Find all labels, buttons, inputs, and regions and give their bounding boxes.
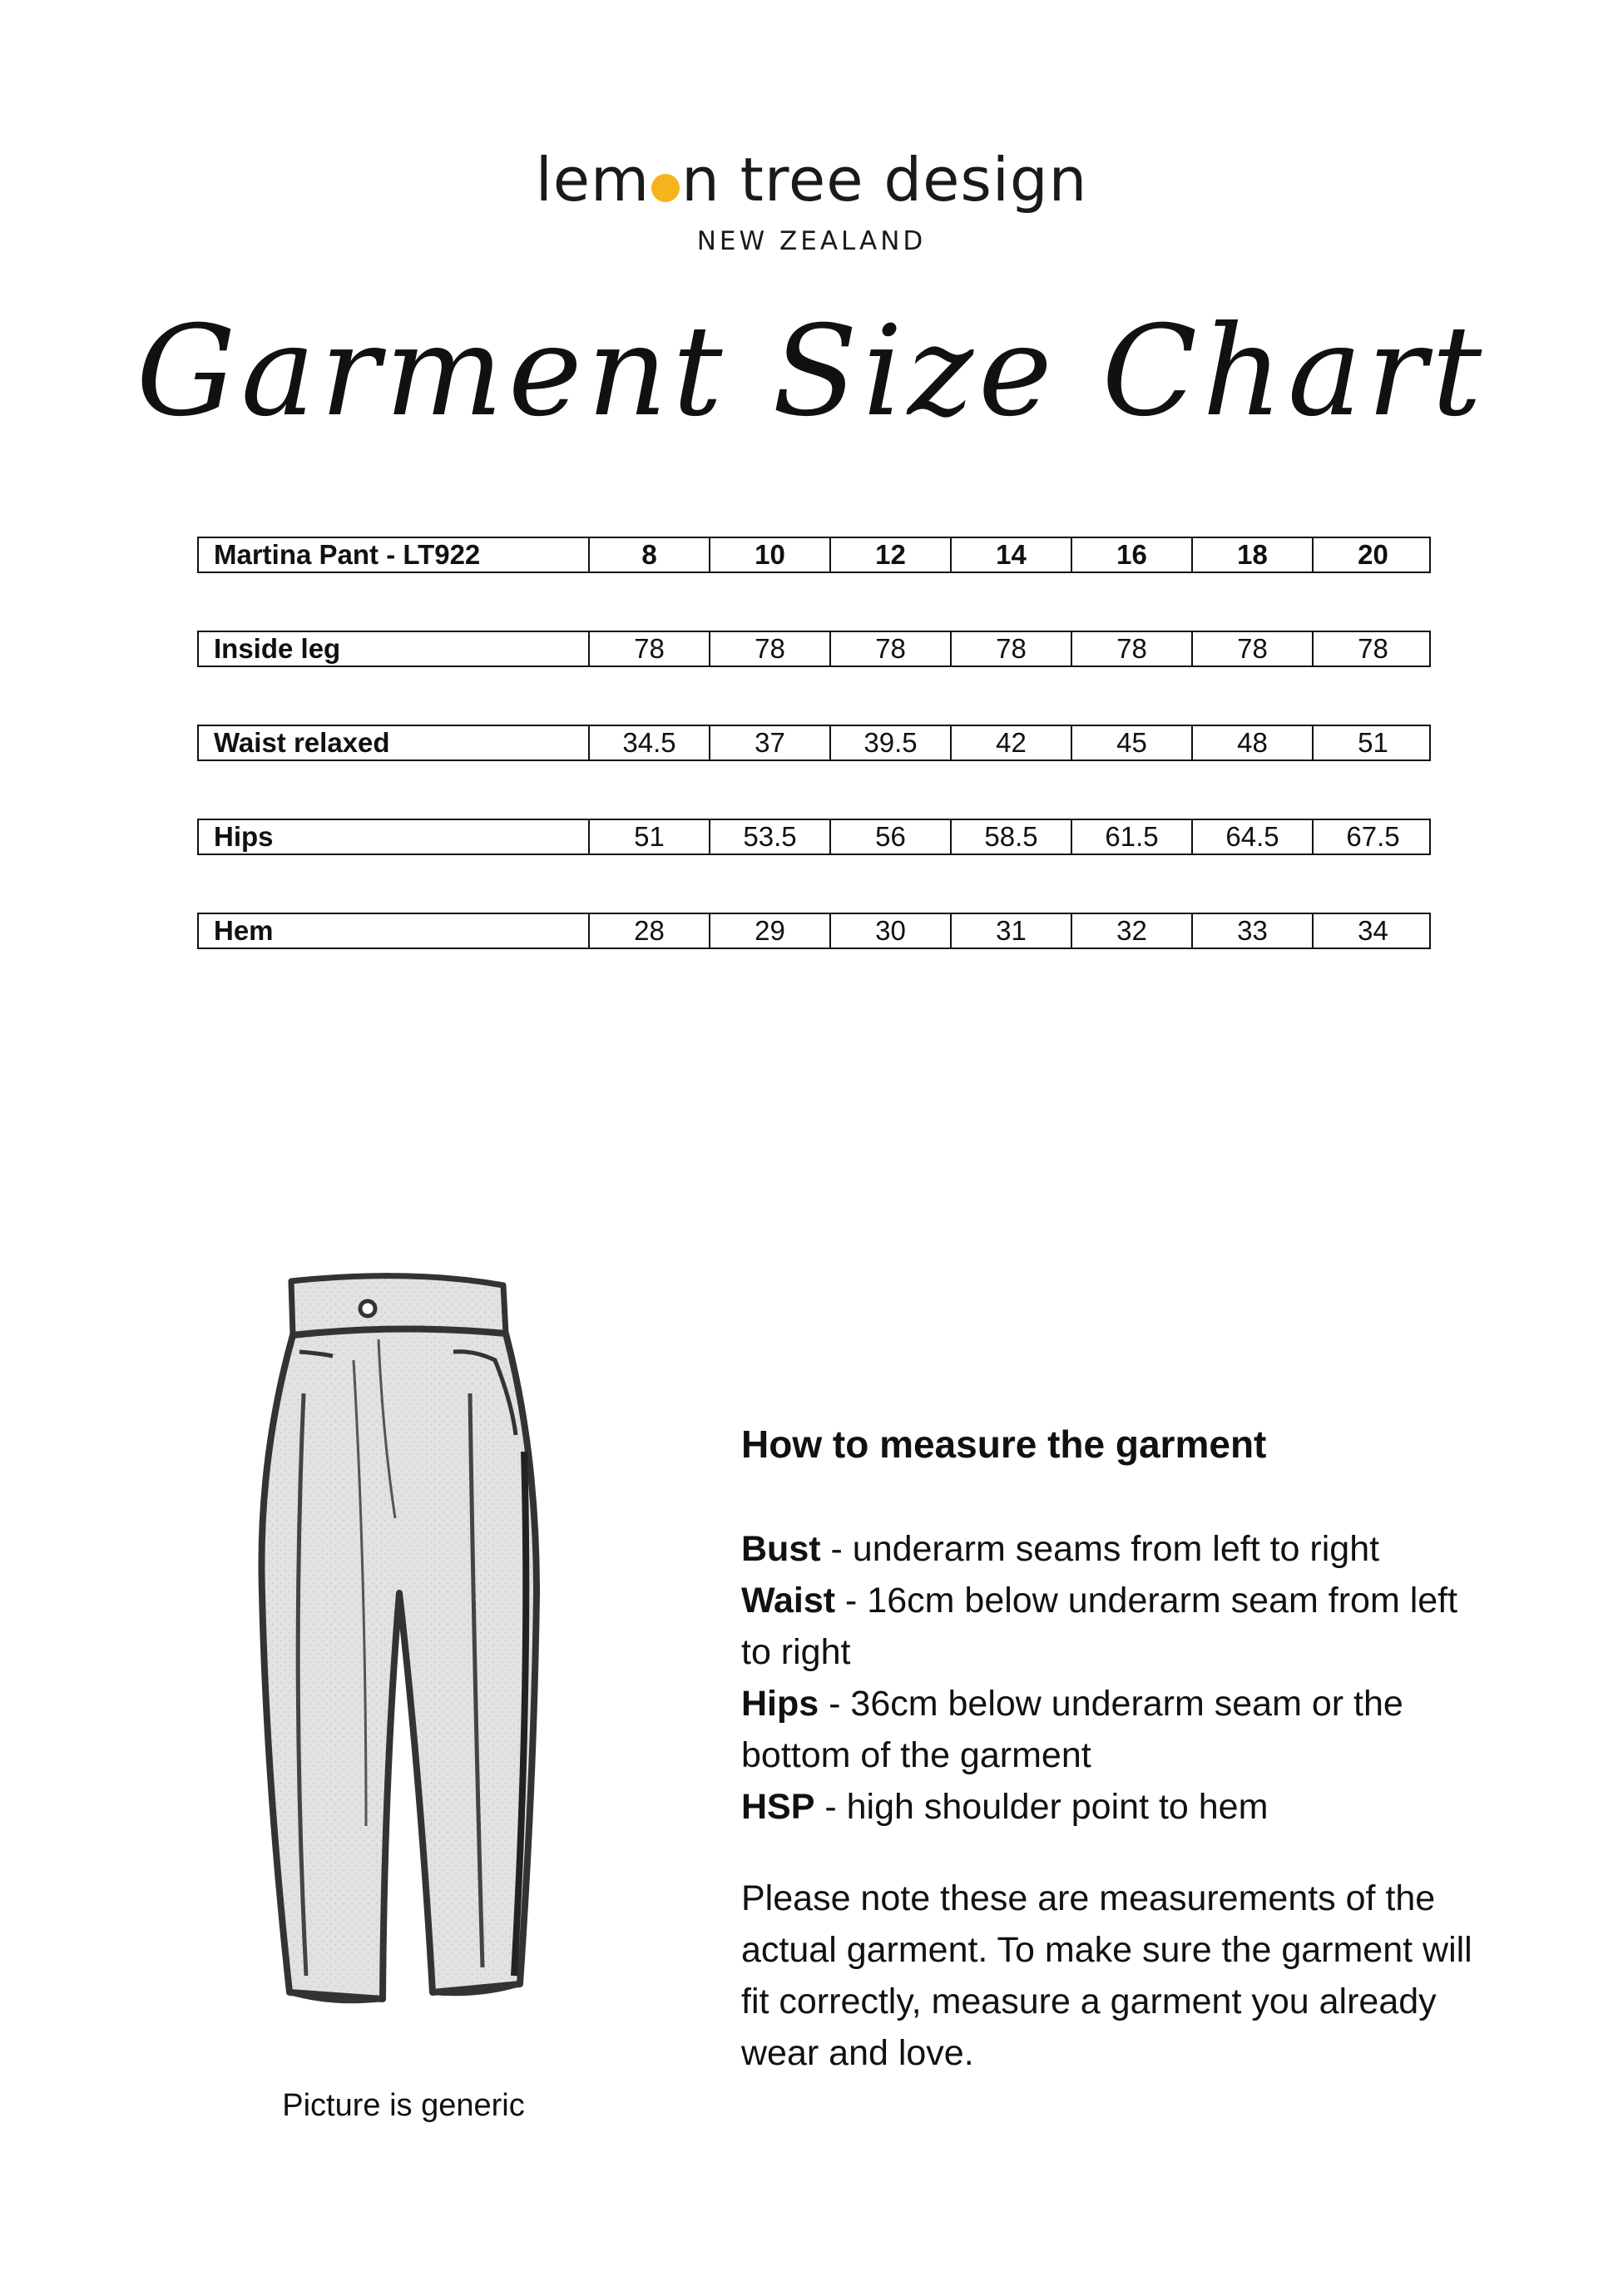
table-row — [197, 819, 1431, 855]
measure-term: Waist — [741, 1581, 836, 1621]
table-cell: 78 — [1191, 632, 1312, 666]
product-label: Martina Pant - LT922 — [214, 539, 481, 570]
measure-term: HSP — [741, 1787, 815, 1827]
row-label: Hips — [214, 821, 274, 852]
measure-text: - underarm seams from left to right — [820, 1529, 1380, 1569]
table-cell: 78 — [1312, 632, 1432, 666]
measure-term: Bust — [741, 1529, 821, 1569]
measure-item-hips — [741, 1678, 1490, 1781]
table-row — [197, 913, 1431, 949]
size-header: 18 — [1191, 538, 1312, 572]
table-cell: 51 — [588, 820, 709, 854]
table-cell: 37 — [709, 726, 829, 760]
table-cell: 51 — [1312, 726, 1432, 760]
measure-text: - 36cm below underarm seam or the bottom of the garment — [741, 1684, 1403, 1775]
row-label: Hem — [214, 915, 274, 946]
table-cell: 58.5 — [950, 820, 1071, 854]
row-label: Waist relaxed — [214, 727, 390, 758]
brand-name-part2: n tree design — [681, 145, 1088, 215]
how-to-measure-section — [741, 1418, 1490, 2079]
table-cell: 48 — [1191, 726, 1312, 760]
table-cell: 64.5 — [1191, 820, 1312, 854]
table-row — [197, 725, 1431, 761]
brand-name — [0, 145, 1623, 215]
size-header: 8 — [588, 538, 709, 572]
table-header-row — [197, 537, 1431, 573]
size-header: 12 — [829, 538, 950, 572]
table-cell: 29 — [709, 914, 829, 948]
table-cell: 45 — [1071, 726, 1191, 760]
table-cell: 61.5 — [1071, 820, 1191, 854]
how-to-measure-heading: How to measure the garment — [741, 1423, 1267, 1466]
table-row — [197, 631, 1431, 667]
measure-item-hsp — [741, 1781, 1490, 1833]
table-cell: 78 — [829, 632, 950, 666]
size-header: 14 — [950, 538, 1071, 572]
table-cell: 32 — [1071, 914, 1191, 948]
table-cell: 34 — [1312, 914, 1432, 948]
size-header: 10 — [709, 538, 829, 572]
table-cell: 33 — [1191, 914, 1312, 948]
brand-name-part1: lem — [535, 145, 651, 215]
table-cell: 53.5 — [709, 820, 829, 854]
measure-text: - high shoulder point to hem — [814, 1787, 1269, 1827]
brand-subtitle: NEW ZEALAND — [696, 226, 927, 256]
table-cell: 30 — [829, 914, 950, 948]
measure-note: Please note these are measurements of the actual garment. To make sure the garment will fit correctly, measure a garment you already wear and love. — [741, 1878, 1472, 2073]
size-header: 20 — [1312, 538, 1432, 572]
page-title: Garment Size Chart — [136, 299, 1487, 444]
measure-item-waist — [741, 1575, 1490, 1678]
table-cell: 78 — [709, 632, 829, 666]
table-cell: 78 — [588, 632, 709, 666]
lemon-dot-icon — [651, 174, 680, 202]
brand-logo — [0, 145, 1623, 256]
row-label: Inside leg — [214, 633, 341, 664]
table-cell: 56 — [829, 820, 950, 854]
table-cell: 31 — [950, 914, 1071, 948]
illustration-caption: Picture is generic — [282, 2088, 525, 2123]
table-cell: 34.5 — [588, 726, 709, 760]
table-cell: 78 — [950, 632, 1071, 666]
table-cell: 42 — [950, 726, 1071, 760]
size-table — [197, 537, 1431, 1007]
pants-illustration-icon — [241, 1244, 574, 2034]
table-cell: 67.5 — [1312, 820, 1432, 854]
measure-text: - 16cm below underarm seam from left to right — [741, 1581, 1458, 1672]
measure-item-bust — [741, 1523, 1490, 1575]
table-cell: 39.5 — [829, 726, 950, 760]
size-header: 16 — [1071, 538, 1191, 572]
table-cell: 28 — [588, 914, 709, 948]
measure-term: Hips — [741, 1684, 819, 1724]
table-cell: 78 — [1071, 632, 1191, 666]
